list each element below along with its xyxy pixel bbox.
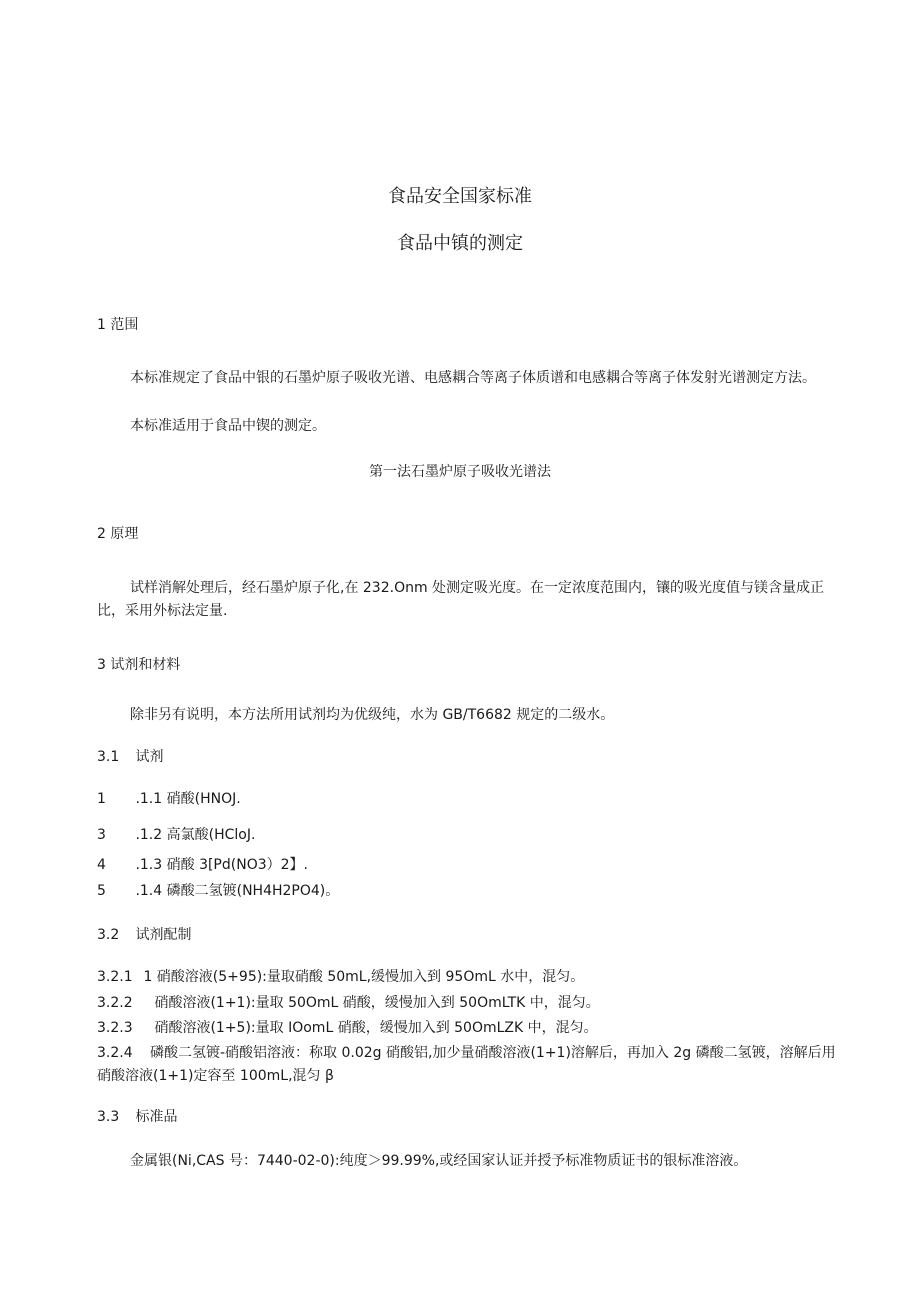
subsection-heading-3-2 bbox=[97, 925, 191, 945]
reagent-item-text: .1.2 高氯酸(HCloJ. bbox=[135, 827, 256, 843]
prep-item bbox=[97, 967, 584, 987]
prep-item-number: 3.2.4 bbox=[97, 1045, 133, 1061]
document-subtitle: 食品中镇的测定 bbox=[397, 233, 523, 254]
principle-paragraph: 试样消解处理后，经石墨炉原子化,在 232.Onm 处测定吸光度。在一定浓度范围内，镶的吸光度值与镁含量成正比，采用外标法定量. bbox=[97, 580, 825, 619]
reagent-item bbox=[97, 825, 255, 845]
reagent-item-number: 5 bbox=[97, 883, 106, 899]
prep-item-text: 1 硝酸溶液(5+95):量取硝酸 50mL,缓慢加入到 95OmL 水中，混匀。 bbox=[143, 969, 585, 985]
prep-item-number: 3.2.1 bbox=[97, 969, 133, 985]
prep-item bbox=[97, 1042, 845, 1088]
subsection-number: 3.2 bbox=[97, 927, 120, 943]
reagent-item-text: .1.4 磷酸二氢镀(NH4H2PO4)。 bbox=[135, 883, 340, 899]
subsection-label: 标准品 bbox=[135, 1109, 178, 1125]
prep-item-number: 3.2.2 bbox=[97, 995, 133, 1011]
subsection-number: 3.3 bbox=[97, 1109, 120, 1125]
prep-item bbox=[97, 1018, 598, 1038]
reagents-note: 除非另有说明，本方法所用试剂均为优级纯，水为 GB/T6682 规定的二级水。 bbox=[130, 707, 615, 723]
prep-item-number: 3.2.3 bbox=[97, 1020, 133, 1036]
section-heading-scope: 1 范围 bbox=[97, 317, 139, 333]
subsection-label: 试剂 bbox=[135, 749, 164, 765]
document-title: 食品安全国家标准 bbox=[388, 186, 532, 207]
reagent-item-text: .1.1 硝酸(HNOJ. bbox=[135, 791, 241, 807]
reagent-item-number: 3 bbox=[97, 827, 106, 843]
section-heading-principle: 2 原理 bbox=[97, 526, 139, 542]
reagent-item-number: 1 bbox=[97, 791, 106, 807]
subsection-number: 3.1 bbox=[97, 749, 120, 765]
scope-paragraph-1: 本标准规定了食品中银的石墨炉原子吸收光谱、电感耦合等离子体质谱和电感耦合等离子体发射光谱测定方法。 bbox=[130, 370, 816, 386]
reagent-item bbox=[97, 881, 339, 901]
scope-paragraph-2: 本标准适用于食品中锲的测定。 bbox=[130, 418, 326, 434]
reagent-item-text: .1.3 硝酸 3[Pd(NO3）2】. bbox=[135, 857, 308, 873]
section-heading-reagents: 3 试剂和材料 bbox=[97, 657, 181, 673]
prep-item-text: 硝酸溶液(1+5):量取 IOomL 硝酸，缓慢加入到 50OmLZK 中，混匀。 bbox=[154, 1020, 598, 1036]
subsection-label: 试剂配制 bbox=[135, 927, 192, 943]
reagent-item-number: 4 bbox=[97, 857, 106, 873]
prep-item-text: 磷酸二氢镀-硝酸铝溶液：称取 0.02g 硝酸铝,加少量硝酸溶液(1+1)溶解后，再加入 2g 磷酸二氢镀，溶解后用硝酸溶液(1+1)定容至 100mL,混匀 β bbox=[97, 1045, 836, 1084]
standard-material-paragraph: 金属银(Ni,CAS 号：7440-02-0):纯度＞99.99%,或经国家认证并授予标准物质证书的银标准溶液。 bbox=[130, 1153, 748, 1169]
subsection-heading-3-3 bbox=[97, 1107, 177, 1127]
subsection-heading-3-1 bbox=[97, 747, 163, 767]
method-title: 第一法石墨炉原子吸收光谱法 bbox=[369, 464, 551, 480]
reagent-item bbox=[97, 855, 308, 875]
reagent-item bbox=[97, 789, 241, 809]
prep-item bbox=[97, 993, 600, 1013]
prep-item-text: 硝酸溶液(1+1):量取 50OmL 硝酸，缓慢加入到 50OmLTK 中，混匀。 bbox=[154, 995, 600, 1011]
